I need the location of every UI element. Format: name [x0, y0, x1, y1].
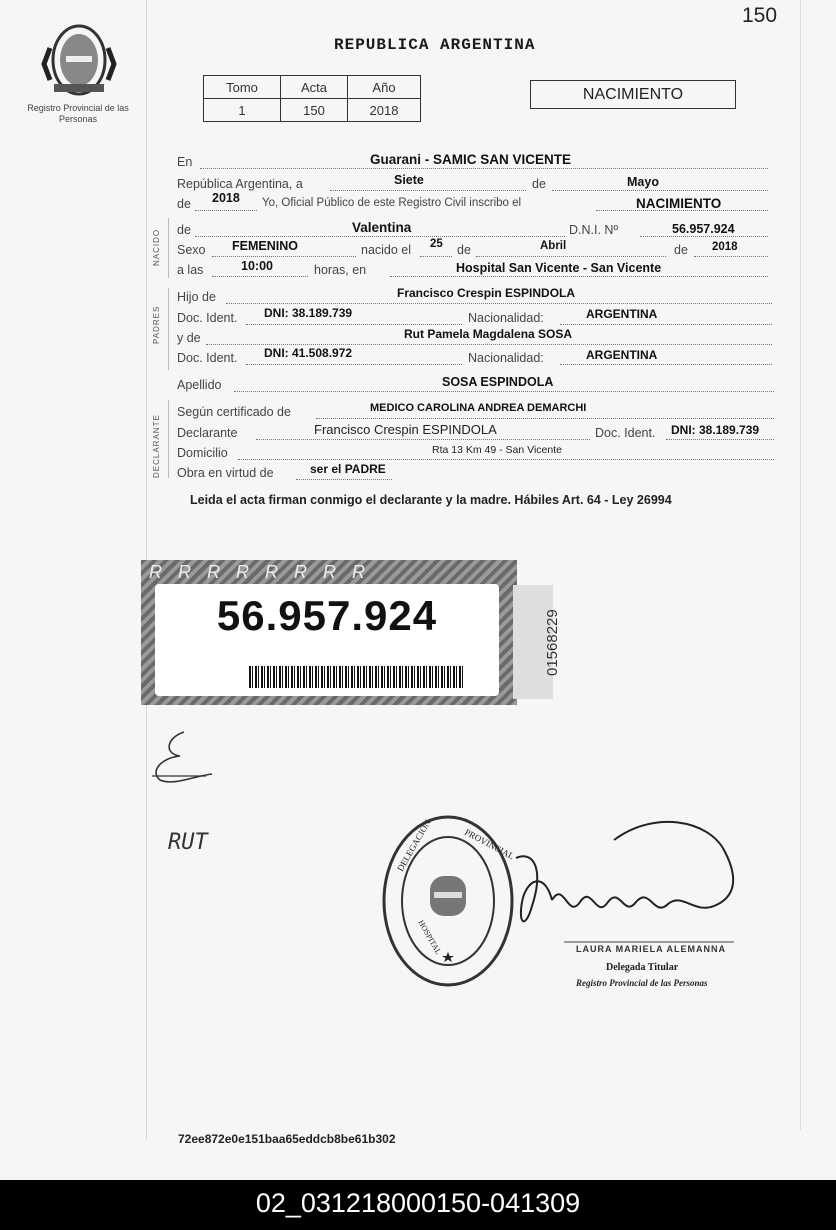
- dotted-line: [560, 324, 772, 325]
- act-type-box: NACIMIENTO: [530, 80, 736, 109]
- svg-text:PROVINCIAL: PROVINCIAL: [463, 826, 516, 862]
- dotted-line: [200, 168, 768, 169]
- dotted-line: [256, 439, 590, 440]
- dotted-line: [420, 256, 452, 257]
- father-name-value: Francisco Crespin ESPINDOLA: [397, 286, 576, 300]
- doc-ident-label: Doc. Ident.: [177, 351, 238, 365]
- dotted-line: [296, 479, 392, 480]
- de-label: de: [532, 177, 546, 191]
- mother-name-value: Rut Pamela Magdalena SOSA: [404, 327, 573, 341]
- domicilio-label: Domicilio: [177, 446, 228, 460]
- dotted-line: [212, 276, 308, 277]
- tomo-header: Tomo: [204, 76, 281, 99]
- place-value: Hospital San Vicente - San Vicente: [456, 261, 662, 275]
- section-divider: [168, 400, 169, 478]
- dotted-line: [212, 256, 356, 257]
- republica-label: República Argentina, a: [177, 177, 303, 191]
- dotted-line: [226, 303, 772, 304]
- declarante-doc-value: DNI: 38.189.739: [671, 423, 760, 437]
- dni-value: 56.957.924: [672, 222, 735, 236]
- certificado-label: Según certificado de: [177, 405, 291, 419]
- anio-value: 2018: [348, 99, 421, 122]
- certificado-value: MEDICO CAROLINA ANDREA DEMARCHI: [370, 402, 587, 414]
- barcode-icon: [249, 666, 464, 688]
- padres-section-label: PADRES: [152, 305, 161, 344]
- registry-table: [203, 75, 421, 122]
- official-name: LAURA MARIELA ALEMANNA: [576, 944, 726, 954]
- official-signature-icon: [504, 810, 744, 950]
- country-title: REPUBLICA ARGENTINA: [334, 36, 536, 54]
- hijo-de-label: Hijo de: [177, 290, 216, 304]
- name-value: Valentina: [352, 220, 412, 235]
- dotted-line: [246, 364, 462, 365]
- de-label: de: [457, 243, 471, 257]
- day-value: Siete: [394, 173, 424, 187]
- dotted-line: [195, 210, 257, 211]
- a-las-label: a las: [177, 263, 204, 277]
- de-label: de: [177, 223, 191, 237]
- year-value: 2018: [212, 191, 240, 205]
- nacionalidad-label: Nacionalidad:: [468, 311, 544, 325]
- dotted-line: [552, 190, 768, 191]
- doc-ident-label: Doc. Ident.: [595, 426, 656, 440]
- apellido-value: SOSA ESPINDOLA: [442, 375, 554, 389]
- declarante-section-label: DECLARANTE: [152, 414, 161, 478]
- mother-nationality-value: ARGENTINA: [586, 348, 658, 362]
- acta-value: 150: [281, 99, 348, 122]
- birth-month-value: Abril: [540, 240, 567, 252]
- mother-initials: RUT: [168, 830, 208, 855]
- sticker-serial: 01568229: [544, 609, 561, 676]
- dni-number: 56.957.924: [216, 592, 438, 639]
- declarante-label: Declarante: [177, 426, 238, 440]
- horas-label: horas, en: [314, 263, 367, 277]
- dotted-line: [640, 236, 768, 237]
- dni-label-area: [155, 584, 499, 696]
- dotted-line: [390, 276, 768, 277]
- province-coat-of-arms-icon: [40, 18, 118, 102]
- de-label: de: [177, 197, 191, 211]
- dotted-line: [238, 459, 774, 460]
- dotted-line: [234, 391, 774, 392]
- father-nationality-value: ARGENTINA: [586, 307, 658, 321]
- dotted-line: [560, 364, 772, 365]
- oficial-text: Yo, Oficial Público de este Registro Civil inscribo el: [262, 197, 522, 209]
- birth-day-value: 25: [430, 238, 443, 250]
- dotted-line: [195, 236, 565, 237]
- act-note: Leida el acta firman conmigo el declarante y la madre. Hábiles Art. 64 - Ley 26994: [190, 493, 672, 507]
- inscribo-value: NACIMIENTO: [636, 196, 722, 211]
- official-title: Delegada Titular: [606, 962, 679, 973]
- page-number: 150: [742, 4, 778, 27]
- document-hash: 72ee872e0e151baa65eddcb8be61b302: [178, 1132, 396, 1146]
- dni-sticker: [141, 560, 517, 705]
- nacido-el-label: nacido el: [361, 243, 412, 257]
- month-value: Mayo: [627, 175, 659, 189]
- tomo-value: 1: [204, 99, 281, 122]
- en-value: Guarani - SAMIC SAN VICENTE: [370, 152, 572, 167]
- registry-seal-icon: [378, 812, 518, 990]
- svg-text:DELEGACION: DELEGACION: [395, 817, 433, 873]
- de-label: de: [674, 243, 688, 257]
- en-label: En: [177, 155, 193, 169]
- dotted-line: [666, 439, 774, 440]
- sexo-value: FEMENINO: [232, 239, 298, 253]
- page-edge: [800, 0, 801, 1130]
- dni-label: D.N.I. Nº: [569, 223, 619, 237]
- birth-year-value: 2018: [712, 241, 738, 253]
- dotted-line: [316, 418, 774, 419]
- anio-header: Año: [348, 76, 421, 99]
- section-divider: [168, 218, 169, 278]
- sexo-label: Sexo: [177, 243, 206, 257]
- sticker-watermark: RRRRRRRR: [149, 562, 381, 582]
- official-org: Registro Provincial de las Personas: [576, 978, 708, 988]
- nacido-section-label: NACIDO: [152, 228, 161, 266]
- declarante-value: Francisco Crespin ESPINDOLA: [314, 422, 497, 437]
- obra-label: Obra en virtud de: [177, 466, 274, 480]
- doc-ident-label: Doc. Ident.: [177, 311, 238, 325]
- obra-value: ser el PADRE: [310, 462, 386, 476]
- time-value: 10:00: [241, 259, 273, 273]
- dotted-line: [476, 256, 666, 257]
- svg-text:HOSPITAL: HOSPITAL: [416, 918, 444, 956]
- declarant-signature-icon: [146, 728, 218, 788]
- dotted-line: [246, 324, 462, 325]
- dotted-line: [330, 190, 526, 191]
- section-divider: [168, 288, 169, 370]
- mother-doc-value: DNI: 41.508.972: [264, 346, 353, 360]
- apellido-label: Apellido: [177, 378, 222, 392]
- logo-caption: Registro Provincial de las Personas: [27, 103, 129, 124]
- nacionalidad-label: Nacionalidad:: [468, 351, 544, 365]
- y-de-label: y de: [177, 331, 201, 345]
- document-id-footer: 02_031218000150-041309: [0, 1180, 836, 1230]
- dotted-line: [206, 344, 772, 345]
- father-doc-value: DNI: 38.189.739: [264, 306, 353, 320]
- domicilio-value: Rta 13 Km 49 - San Vicente: [432, 444, 562, 456]
- dotted-line: [694, 256, 768, 257]
- acta-header: Acta: [281, 76, 348, 99]
